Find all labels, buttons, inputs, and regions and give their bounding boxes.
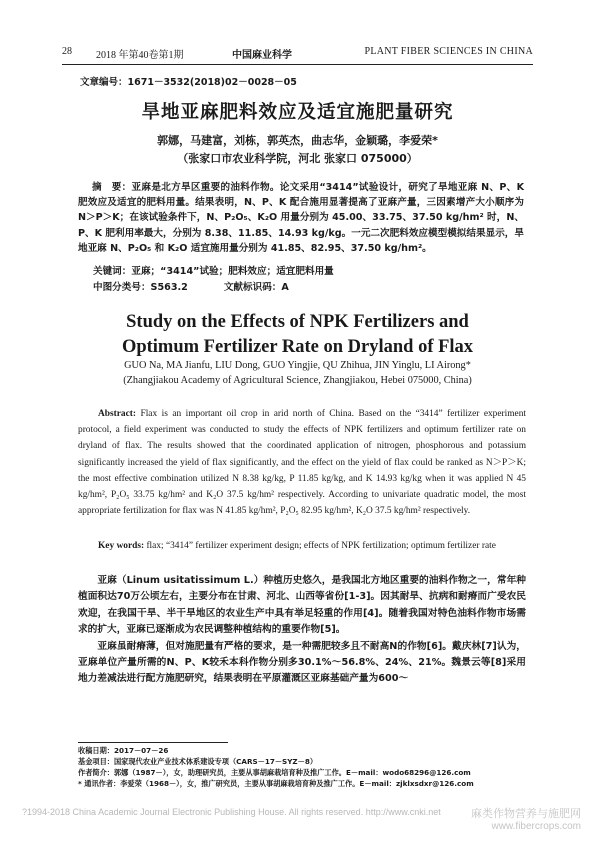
keywords-en-text: flax; “3414” fertilizer experiment design; effects of NPK fertilization; optimum fertilizer rate <box>146 541 496 551</box>
title-en: Study on the Effects of NPK Fertilizers and Optimum Fertilizer Rate on Dryland of Flax <box>121 312 474 357</box>
body-paragraph: 亚麻（Linum usitatissimum L.）种植历史悠久，是我国北方地区重要的油料作物之一，常年种植面积达70万公顷左右，主要分布在甘肃、河北、山西等省份[1-3]。因其耐旱、抗病和耐瘠而广受农民欢迎，在我国干旱、半干旱地区的农业生产中具有举足轻重的作用[4]。随着我国对特色油料作物市场需求的扩大，亚麻已逐渐成为农民调整种植结构的重要作物[5]。 <box>78 575 526 636</box>
body-text <box>78 573 526 688</box>
running-header <box>62 42 533 62</box>
classification-line <box>93 279 325 293</box>
journal-name-en: PLANT FIBER SCIENCES IN CHINA <box>364 46 533 57</box>
copyright-line: ?1994-2018 China Academic Journal Electronic Publishing House. All rights reserved. http://www.cnki.net <box>22 807 441 817</box>
watermark <box>471 805 581 832</box>
watermark-cn: 麻类作物营养与施肥网 <box>471 807 581 820</box>
affiliation-cn: （张家口市农业科学院，河北 张家口 075000） <box>177 152 418 165</box>
abstract-en <box>78 406 526 519</box>
footnote-funding: 基金项目：国家现代农业产业技术体系建设专项（CARS－17－SYZ－8） <box>78 757 318 766</box>
journal-name-cn: 中国麻业科学 <box>232 50 292 61</box>
watermark-en: www.fibercrops.com <box>491 821 581 832</box>
footnote-rule <box>78 742 228 743</box>
issue-info: 2018 年第40卷第1期 <box>96 50 184 61</box>
doc-code: 文献标识码：A <box>223 282 289 293</box>
footnote-corresponding: * 通讯作者：李爱荣（1968－），女，推广研究员，主要从事胡麻栽培育种及推广工作。E－mail：zjklxsdxr@126.com <box>78 779 474 788</box>
page-number: 28 <box>62 46 72 57</box>
clc-number: 中图分类号：S563.2 <box>93 282 188 293</box>
keywords-en-label: Key words: <box>98 541 145 551</box>
body-paragraph: 亚麻虽耐瘠薄，但对施肥量有严格的要求，是一种需肥较多且不耐高N的作物[6]。戴庆林[7]认为，亚麻单位产量所需的N、P、K较禾本科作物分别多30.1%～56.8%、24%、21%。魏景云等[8]采用地力差减法进行配方施肥研究，结果表明在平原灌溉区亚麻基础产量为600～ <box>78 640 526 685</box>
abstract-en-label: Abstract: <box>98 409 137 419</box>
abstract-cn <box>78 180 524 256</box>
abstract-en-text: Flax is an important oil crop in arid north of China. Based on the “3414” fertilizer experiment protocol, a field experiment was conducted to study the effects of NPK fertilizers and optimum fertilizer rate on dryland of flax. The results showed that the coordinated application of nitrogen, phosphorous and potassium significantly increased the yield of flax significantly, and the effect on the yield of flax could be ranked as N＞P＞K; the most effective combination utilized N 8.38 kg/kg, P 11.85 kg/kg, and K 14.93 kg/kg when it was applied N 45 kg/hm², P₂O₅ 33.75 kg/hm² and K₂O 37.5 kg/hm² respectively. According to univariate quadratic model, the most appropriate fertilization for flax was N 41.85 kg/hm², P₂O₅ 82.95 kg/hm², K₂O 37.5 kg/hm² respectively. <box>78 409 527 517</box>
header-rule <box>62 64 533 65</box>
authors-cn: 郭娜，马建富，刘栋，郭英杰，曲志华，金颖璐，李爱荣* <box>157 134 438 147</box>
article-number: 文章编号：1671－3532(2018)02－0028－05 <box>80 77 297 88</box>
abstract-cn-label: 摘 要： <box>92 182 132 193</box>
affiliation-en: (Zhangjiakou Academy of Agricultural Science, Zhangjiakou, Hebei 075000, China) <box>123 375 472 386</box>
footnote-author: 作者简介：郭娜（1987－），女，助理研究员，主要从事胡麻栽培育种及推广工作。E－mail：wodo68296@126.com <box>78 768 471 777</box>
title-cn: 旱地亚麻肥料效应及适宜施肥量研究 <box>141 102 454 123</box>
authors-en: GUO Na, MA Jianfu, LIU Dong, GUO Yingjie, QU Zhihua, JIN Yinglu, LI Airong* <box>124 360 471 371</box>
abstract-cn-text: 亚麻是北方旱区重要的油料作物。论文采用“3414”试验设计，研究了旱地亚麻 N、P、K 肥效应及适宜的肥料用量。结果表明，N、P、K 配合施用显著提高了亚麻产量，三因素增产大小顺序为 N＞P＞K；在该试验条件下，N、P₂O₅、K₂O 用量分别为 45.00、33.75、37.50 kg/hm² 时，N、P、K 肥利用率最大，分别为 8.38、11.85、14.93 kg/kg。一元二次肥料效应模型模拟结果显示，旱地亚麻 N、P₂O₅ 和 K₂O 适宜施用量分别为 41.85、82.95、37.50 kg/hm²。 <box>78 182 525 254</box>
keywords-en <box>78 538 526 554</box>
footnote-received: 收稿日期：2017－07－26 <box>78 746 169 755</box>
keywords-cn: 关键词：亚麻；“3414”试验；肥料效应；适宜肥料用量 <box>93 266 334 277</box>
